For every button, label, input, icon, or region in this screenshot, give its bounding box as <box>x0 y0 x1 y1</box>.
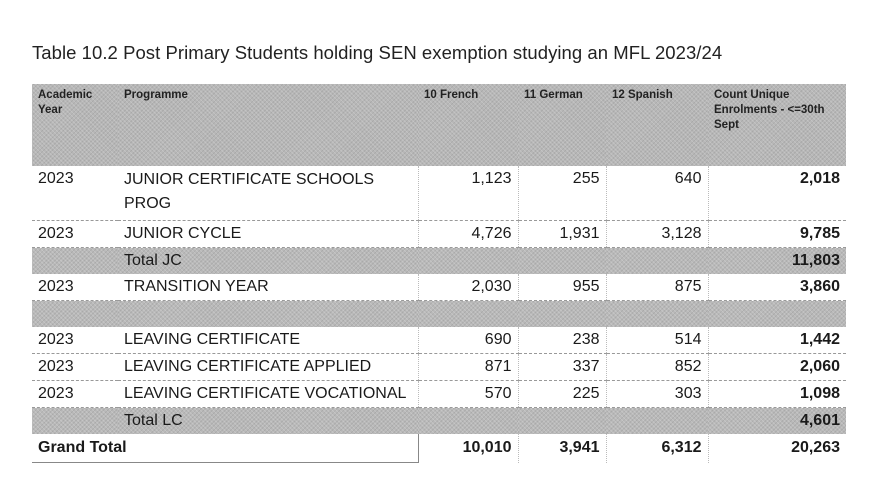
year-cell: 2023 <box>32 221 118 248</box>
col-german: 11 German <box>518 84 606 166</box>
count-cell: 1,098 <box>708 381 846 408</box>
table-row <box>32 327 846 354</box>
col-count-unique: Count Unique Enrolments - <=30th Sept <box>708 84 846 166</box>
count-cell: 2,060 <box>708 354 846 381</box>
programme-cell: TRANSITION YEAR <box>118 274 418 301</box>
col-programme: Programme <box>118 84 418 166</box>
grand-total-spanish: 6,312 <box>606 434 708 463</box>
grand-total-row <box>32 434 846 463</box>
german-cell: 225 <box>518 381 606 408</box>
year-cell: 2023 <box>32 354 118 381</box>
german-cell: 955 <box>518 274 606 301</box>
spanish-cell: 640 <box>606 166 708 221</box>
table-row <box>32 221 846 248</box>
col-spanish: 12 Spanish <box>606 84 708 166</box>
subtotal-label: Total LC <box>118 408 418 435</box>
table-row <box>32 381 846 408</box>
subtotal-row-jc <box>32 248 846 275</box>
german-cell: 255 <box>518 166 606 221</box>
subtotal-count: 11,803 <box>708 248 846 275</box>
programme-cell: JUNIOR CERTIFICATE SCHOOLS PROG <box>118 166 418 221</box>
programme-cell: LEAVING CERTIFICATE VOCATIONAL <box>118 381 418 408</box>
french-cell: 2,030 <box>418 274 518 301</box>
table-row <box>32 354 846 381</box>
header-row <box>32 84 846 166</box>
year-cell: 2023 <box>32 274 118 301</box>
spanish-cell: 3,128 <box>606 221 708 248</box>
table-row <box>32 166 846 221</box>
spanish-cell: 852 <box>606 354 708 381</box>
programme-cell: JUNIOR CYCLE <box>118 221 418 248</box>
count-cell: 1,442 <box>708 327 846 354</box>
col-french: 10 French <box>418 84 518 166</box>
spanish-cell: 514 <box>606 327 708 354</box>
french-cell: 570 <box>418 381 518 408</box>
sen-mfl-table <box>32 84 846 463</box>
spacer-row <box>32 301 846 328</box>
french-cell: 690 <box>418 327 518 354</box>
col-academic-year: Academic Year <box>32 84 118 166</box>
french-cell: 1,123 <box>418 166 518 221</box>
year-cell: 2023 <box>32 166 118 221</box>
programme-cell: LEAVING CERTIFICATE APPLIED <box>118 354 418 381</box>
french-cell: 871 <box>418 354 518 381</box>
spanish-cell: 875 <box>606 274 708 301</box>
german-cell: 238 <box>518 327 606 354</box>
count-cell: 3,860 <box>708 274 846 301</box>
count-cell: 9,785 <box>708 221 846 248</box>
grand-total-count: 20,263 <box>708 434 846 463</box>
table-title: Table 10.2 Post Primary Students holding SEN exemption studying an MFL 2023/24 <box>32 42 723 63</box>
count-cell: 2,018 <box>708 166 846 221</box>
grand-total-german: 3,941 <box>518 434 606 463</box>
subtotal-count: 4,601 <box>708 408 846 435</box>
french-cell: 4,726 <box>418 221 518 248</box>
grand-total-french: 10,010 <box>418 434 518 463</box>
subtotal-row-lc <box>32 408 846 435</box>
spanish-cell: 303 <box>606 381 708 408</box>
german-cell: 337 <box>518 354 606 381</box>
table-row <box>32 274 846 301</box>
subtotal-label: Total JC <box>118 248 418 275</box>
programme-cell: LEAVING CERTIFICATE <box>118 327 418 354</box>
german-cell: 1,931 <box>518 221 606 248</box>
year-cell: 2023 <box>32 381 118 408</box>
grand-total-label: Grand Total <box>32 434 418 463</box>
year-cell: 2023 <box>32 327 118 354</box>
